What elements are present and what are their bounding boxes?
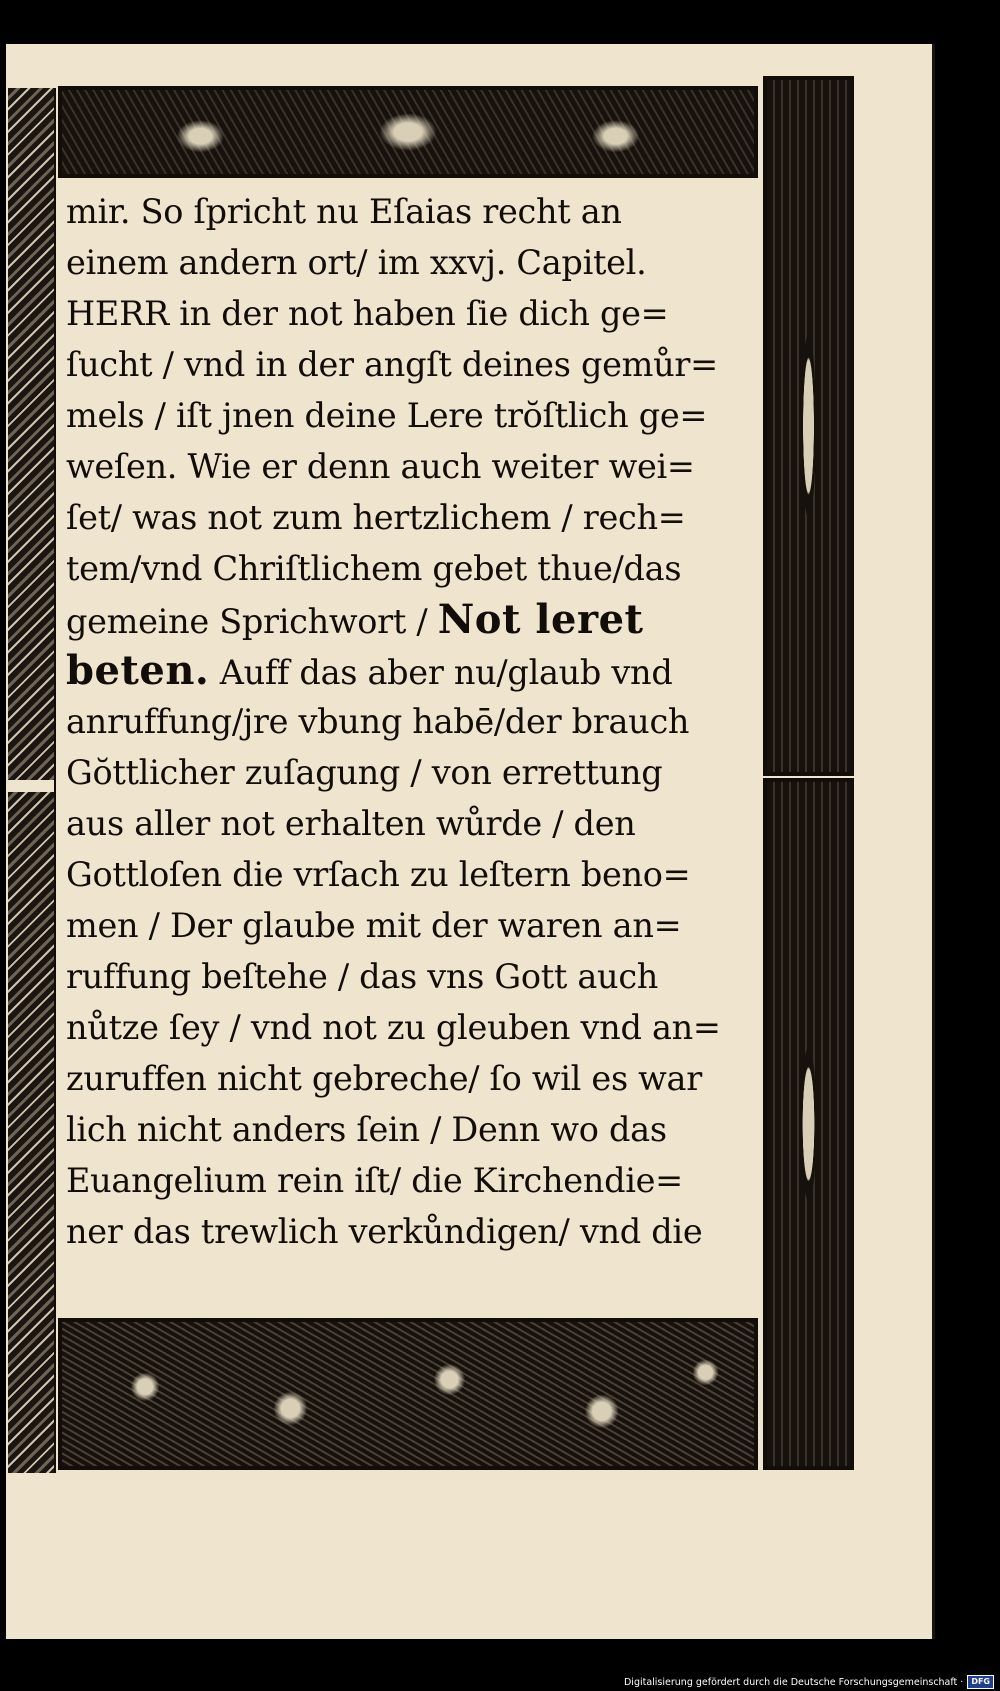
text-line: HERR in der not haben ſie dich ge= xyxy=(66,294,669,333)
right-ornamental-frame-lower xyxy=(763,778,854,1470)
text-line: Euangelium rein iſt/ die Kirchendie= xyxy=(66,1161,683,1200)
text-line: anruffung/jre vbung habē/der brauch xyxy=(66,702,690,741)
text-line: ſet/ was not zum hertzlichem / rech= xyxy=(66,498,686,537)
digitization-footer xyxy=(624,1675,994,1689)
fraktur-text-block xyxy=(66,186,756,1310)
text-segment: Auff das aber nu/glaub vnd xyxy=(209,653,673,692)
text-line: mels / iſt jnen deine Lere trŏſtlich ge= xyxy=(66,396,708,435)
top-ornamental-frame xyxy=(58,86,758,178)
bottom-ornamental-frame xyxy=(58,1318,758,1470)
left-border-gap xyxy=(8,780,54,792)
text-line: ner das trewlich verkůndigen/ vnd die xyxy=(66,1212,703,1251)
text-line: Gottloſen die vrſach zu leſtern beno= xyxy=(66,855,691,894)
text-line: lich nicht anders ſein / Denn wo das xyxy=(66,1110,667,1149)
text-line: aus aller not erhalten wůrde / den xyxy=(66,804,636,843)
dfg-logo: DFG xyxy=(967,1675,994,1689)
text-line: einem andern ort/ im xxvj. Capitel. xyxy=(66,243,647,282)
text-line: weſen. Wie er denn auch weiter wei= xyxy=(66,447,695,486)
right-ornamental-frame-upper xyxy=(763,76,854,776)
text-segment: gemeine Sprichwort / xyxy=(66,602,428,641)
text-line: ſucht / vnd in der angſt deines gemůr= xyxy=(66,345,718,384)
text-line: mir. So ſpricht nu Eſaias recht an xyxy=(66,192,622,231)
text-line: Gŏttlicher zuſagung / von errettung xyxy=(66,753,663,792)
text-line-with-emphasis xyxy=(66,645,756,696)
text-line: zuruffen nicht gebreche/ ſo wil es war xyxy=(66,1059,702,1098)
text-line: tem/vnd Chriſtlichem gebet thue/das xyxy=(66,549,682,588)
emphasized-proverb-end: beten. xyxy=(66,647,210,694)
text-line: men / Der glaube mit der waren an= xyxy=(66,906,682,945)
text-line: ruffung beſtehe / das vns Gott auch xyxy=(66,957,659,996)
text-line: nůtze ſey / vnd not zu gleuben vnd an= xyxy=(66,1008,721,1047)
emphasized-proverb: Not leret xyxy=(437,596,644,643)
text-line-with-emphasis xyxy=(66,594,756,645)
funding-credit: Digitalisierung gefördert durch die Deutsche Forschungsgemeinschaft · xyxy=(623,1676,964,1688)
